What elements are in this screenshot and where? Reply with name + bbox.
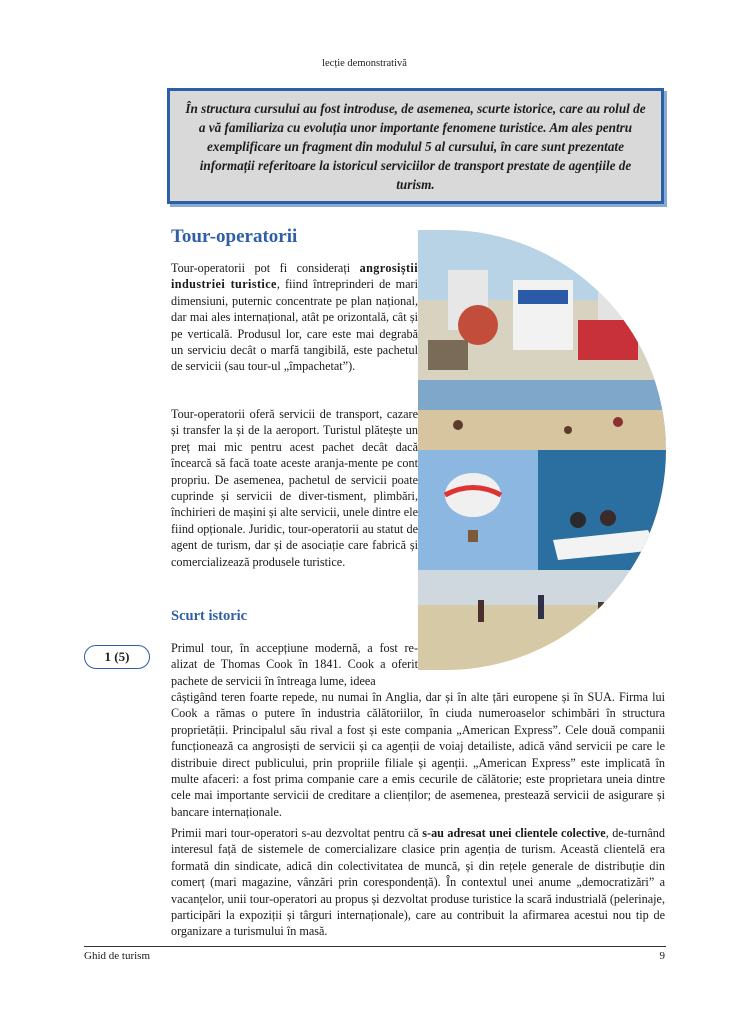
footer-title: Ghid de turism [84, 950, 150, 962]
intro-box [167, 88, 664, 204]
paragraph-4-text-a: Primii mari tour-operatori s-au dezvoltat pentru că [171, 826, 423, 840]
section-heading-tour-operatorii: Tour-operatorii [171, 226, 298, 247]
paragraph-1-text-a: Tour-operatorii pot fi considerați [171, 261, 360, 275]
paragraph-3-text-a: Primul tour, în accepțiune modernă, a fost re-alizat de Thomas Cook în 1841. Cook a oferit pachete de servicii în întreaga lume, ideea [171, 641, 418, 688]
paragraph-4-text-b: , de-turnând interesul față de sistemele de comercializare clasice prin agenția de turism. Această clientelă era formată din sindicate, adică din colectivitatea de muncă, și din rețele generale de distribuție din comerț (mari magazine, vânzări prin corespondență). În contextul unei anume „democratizări” a vacanțelor, unii tour-operatori au propus și dezvoltat produse turistice la scară industrială (pelerinaje, participări la expoziții și târguri internaționale), care au contribuit la afirmarea acestui nou tip de organizare a turismului în masă. [171, 826, 665, 939]
paragraph-3-start [171, 640, 418, 689]
paragraph-4 [171, 825, 665, 940]
paragraph-1 [171, 260, 418, 375]
section-heading-scurt-istoric: Scurt istoric [171, 608, 248, 624]
page-header: lecție demonstrativă [322, 58, 407, 69]
tourism-photo-collage [418, 230, 666, 670]
page-number: 9 [659, 950, 665, 962]
paragraph-3-text-b: câștigând teren foarte repede, nu numai în Anglia, dar și în alte țări europene și în SUA. Firma lui Cook a rămas o putere în industria călătoriilor, în ciuda numeroaselor schimbări în structura proprietății. Principalul său rival a fost și este compania „American Express”. Cele două companii funcționează ca angrosiști de servicii și ca agenții de voiaj detailiste, adică vând servicii pe care le distribuie direct publicului, prin propriile filiale și agenții. „American Express” este implicată în multe afaceri: a fost prima companie care a emis cecurile de călătorie; este proprietara uneia dintre cele mai importante servicii de creditare a clienților; de asemenea, prestează servicii de asigurare și bancare internaționale. [171, 690, 665, 819]
paragraph-3-continued [171, 689, 665, 820]
footer-divider [84, 946, 666, 947]
paragraph-4-bold: s-au adresat unei clientele colective [422, 826, 606, 840]
paragraph-1-text-b: , fiind întreprinderi de mari dimensiuni, puternic concentrate pe plan național, dar mai ales internațional, atât pe orizontală, cât și pe verticală. Produsul lor, care este mai degrabă un serviciu decât o marfă tangibilă, este pachetul de servicii (sau tour-ul „împachetat”). [171, 277, 418, 374]
paragraph-1-bold: angrosiștii industriei turistice [171, 261, 418, 292]
paragraph-2 [171, 406, 418, 570]
slide-reference-badge: 1 (5) [84, 645, 150, 669]
intro-text: În structura cursului au fost introduse, de asemenea, scurte istorice, care au rolul de a vă familiariza cu evoluția unor importante fenomene turistice. Am ales pentru exemplificare un fragment din modulul 5 al cursului, în care sunt prezentate informații referitoare la istoricul serviciilor de transport prestate de agențiile de turism. [185, 100, 646, 192]
paragraph-2-text: Tour-operatorii oferă servicii de transport, cazare și transfer la și de la aeroport. Turistul plătește un preț mai mic pentru acest pachet decât dacă încearcă să facă toate aceste aranja-mente pe cont propriu. De asemenea, pachetul de servicii poate cuprinde și servicii de diver-tisment, plimbări, închirieri de mașini și alte servicii, unele dintre ele fiind opționale. Juridic, tour-operatorii au statut de agent de turism, dar și de asociație care fabrică și comercializează produsele turistice. [171, 407, 418, 569]
